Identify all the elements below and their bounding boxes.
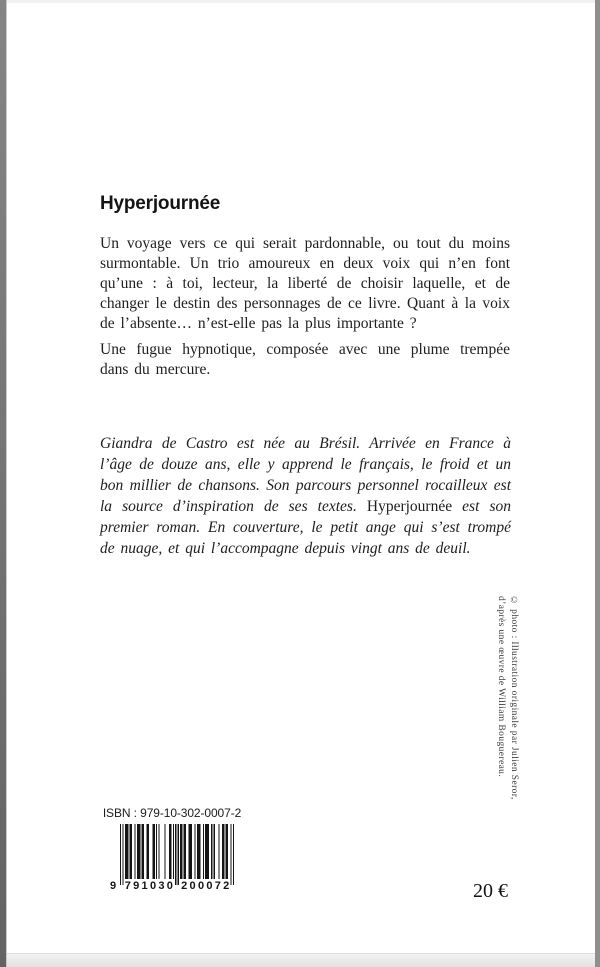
svg-text:7: 7 [124,880,131,891]
svg-text:9: 9 [132,880,139,891]
svg-text:0: 0 [149,880,156,891]
isbn-block [102,806,242,896]
photo-credit-line-2: d’après une œuvre de William Bouguereau. [496,596,506,778]
synopsis-paragraph-2: Une fugue hypnotique, composée avec une plume trempée dans du mercure. [100,341,510,378]
book-title: Hyperjournée [100,193,221,214]
photo-credit-line-1: © photo : Illustration originale par Julien Seror, [509,596,519,800]
svg-text:2: 2 [180,880,187,891]
synopsis-paragraph-1: Un voyage vers ce qui serait pardonnable, ou tout du moins surmontable. Un trio amoureux en deux voix qui n’en font qu’une : à toi, lecteur, la liberté de choisir laquelle, et de changer le destin des personnages de ce livre. Quant à la voix de l’absente… n’est-elle pas la plus importante ? [100,235,510,332]
price: 20 € [473,880,508,902]
page-bottom-edge [7,953,595,967]
svg-text:1: 1 [141,880,148,891]
bio-text-after: est son premier roman. En couverture, le petit ange qui s’est trompé de nuage, et qui l’accompagne depuis vingt ans de deuil. [100,498,511,557]
page-left-edge [0,0,7,967]
svg-text:0: 0 [205,880,212,891]
svg-text:0: 0 [189,880,196,891]
photo-credit [494,596,520,846]
page-right-edge [595,0,600,967]
isbn-label: ISBN : 979-10-302-0007-2 [102,806,242,820]
svg-text:0: 0 [197,880,204,891]
author-bio [100,433,511,559]
bio-book-title: Hyperjournée [366,498,453,515]
ean13-barcode [102,824,242,896]
svg-text:0: 0 [166,880,173,891]
svg-text:3: 3 [157,880,164,891]
bio-text-before: Giandra de Castro est née au Brésil. Arrivée en France à l’âge de douze ans, elle y apprend le français, le froid et un bon millier de chansons. Son parcours personnel rocailleux est la source d’inspiration de ses textes. [100,435,511,515]
svg-text:9: 9 [109,880,116,891]
svg-text:7: 7 [214,880,221,891]
svg-text:2: 2 [222,880,229,891]
page-top-edge [7,0,595,3]
